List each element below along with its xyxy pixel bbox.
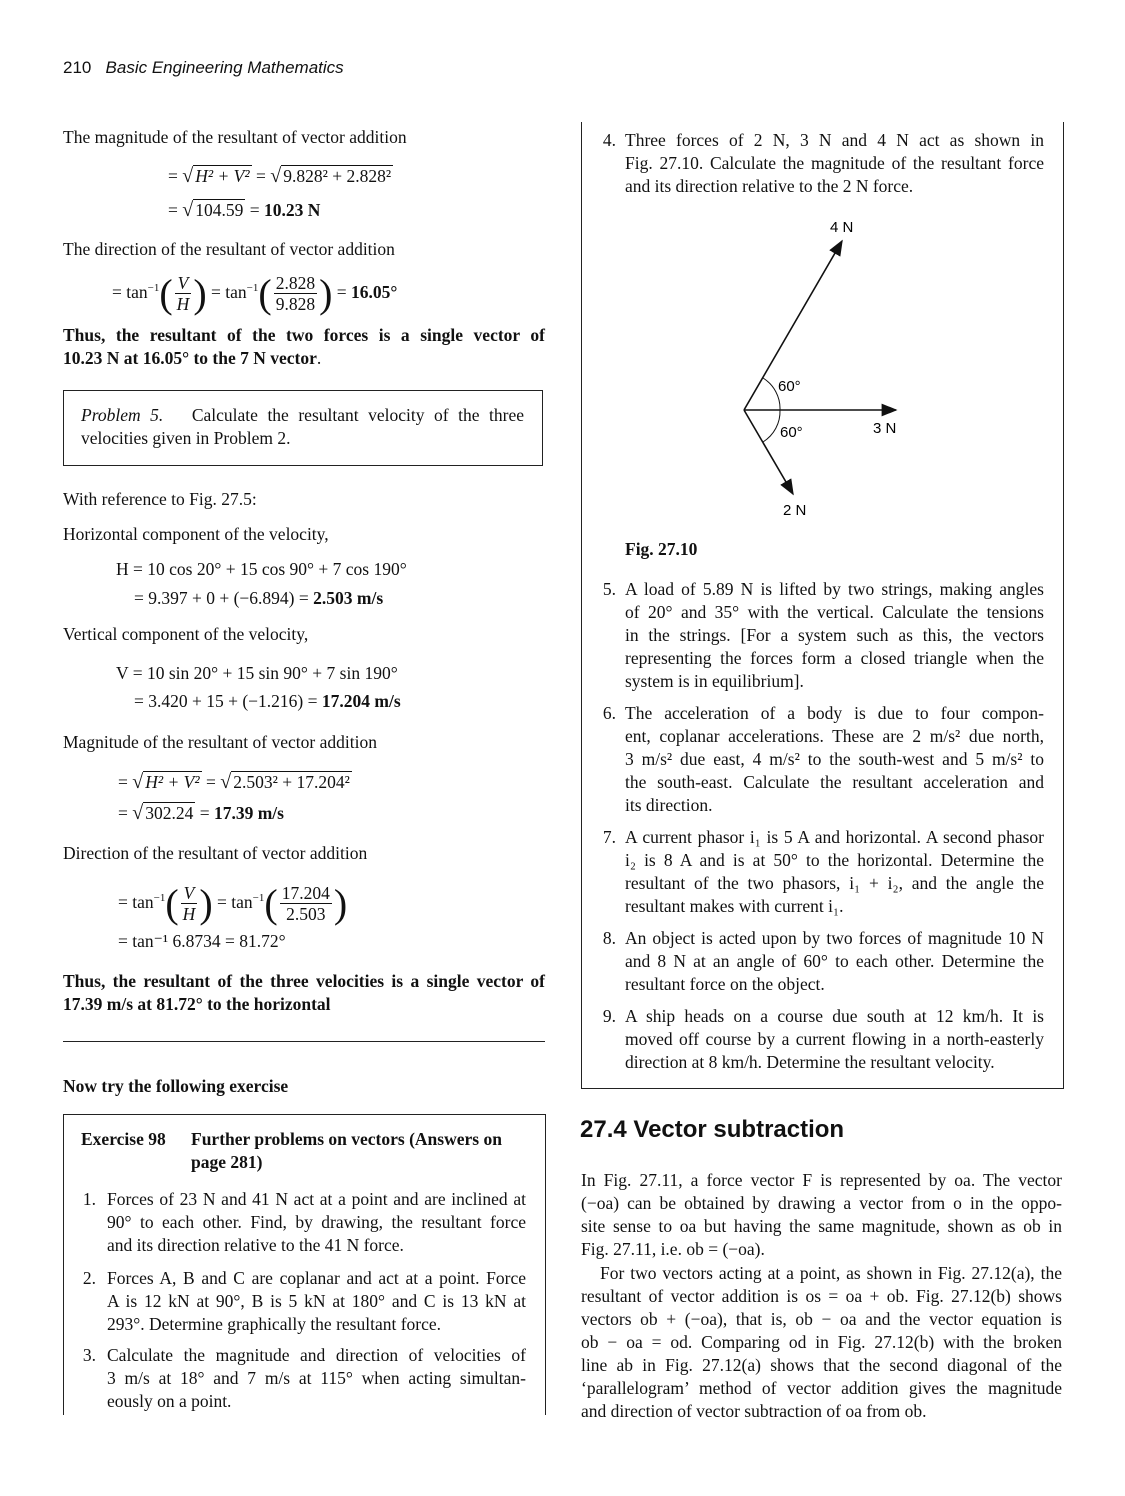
question-8-line-1: An object is acted upon by two forces of magnitude 10 N [625,928,1044,948]
v-equation-1: V = 10 sin 20° + 15 sin 90° + 7 sin 190° [116,663,398,683]
question-7-line-4: resultant makes with current i₁. [625,896,844,916]
direction-intro-2: Direction of the resultant of vector addition [63,843,368,863]
exercise-1-line-3: and its direction relative to the 41 N force. [107,1235,404,1255]
question-6-line-1: The acceleration of a body is due to four compon- [625,703,1044,723]
horizontal-component-intro: Horizontal component of the velocity, [63,524,329,544]
para2-line-1: For two vectors acting at a point, as shown in Fig. 27.12(a), the [600,1263,1062,1283]
exercise-label: Exercise 98 [81,1129,166,1149]
h-equation-1: H = 10 cos 20° + 15 cos 90° + 7 cos 190° [116,559,407,579]
question-5-line-3: in the strings. [For a system such as this, the vectors [625,625,1044,645]
question-6-line-2: ent, coplanar accelerations. These are 2 m/s² due north, [625,726,1044,746]
para2-line-3: vectors ob + (−oa), that is, ob − oa and the vector equation is [581,1309,1062,1329]
exercise-3-line-1: Calculate the magnitude and direction of velocities of [107,1345,526,1365]
question-8-line-3: resultant force on the object. [625,974,825,994]
thus-statement-1b: 10.23 N at 16.05° to the 7 N vector. [63,348,322,368]
reference-line: With reference to Fig. 27.5: [63,489,257,509]
question-4-line-3: and its direction relative to the 2 N force. [625,176,914,196]
exercise-1-line-2: 90° to each other. Find, by drawing, the resultant force [107,1212,526,1232]
exercise-title-b: page 281) [191,1152,263,1172]
question-5-line-5: system is in equilibrium]. [625,671,804,691]
question-9-line-3: direction at 8 km/h. Determine the resultant velocity. [625,1052,995,1072]
para2-line-6: ‘parallelogram’ method of vector addition gives the magnitude [581,1378,1062,1398]
para1-line-1: In Fig. 27.11, a force vector F is represented by oa. The vector [581,1170,1062,1190]
book-title: Basic Engineering Mathematics [105,58,344,77]
question-9-line-1: A ship heads on a course due south at 12 km/h. It is [625,1006,1044,1026]
thus-statement-2b: 17.39 m/s at 81.72° to the horizontal [63,994,331,1014]
exercise-title-a: Further problems on vectors (Answers on [191,1129,502,1149]
question-5-number: 5. [602,579,616,599]
para2-line-7: and direction of vector subtraction of oa from ob. [581,1401,927,1421]
label-4n: 4 N [830,219,854,236]
question-5-line-2: of 20° and 35° with the vertical. Calculate the tensions [625,602,1044,622]
magnitude-intro: The magnitude of the resultant of vector addition [63,127,407,147]
mag2-equation-1: = √ H² + V² = √ 2.503² + 17.204² [118,771,350,793]
label-3n: 3 N [873,420,897,437]
exercise-2-number: 2. [82,1268,96,1288]
label-2n: 2 N [783,502,807,519]
question-8-line-2: and 8 N at an angle of 60° to each other. Determine the [625,951,1044,971]
angle-arc-lower [763,410,780,442]
problem-5-line-1: Problem 5. Calculate the resultant velocity of the three [81,405,524,425]
question-8-number: 8. [602,928,616,948]
exercise-3-line-3: eously on a point. [107,1391,232,1411]
direction-result: 16.05° [351,281,398,302]
now-try-heading: Now try the following exercise [63,1076,289,1096]
exercise-2-line-3: 293°. Determine graphically the resultant force. [107,1314,442,1334]
exercise-2-line-2: A is 12 kN at 90°, B is 5 kN at 180° and C is 13 kN at [107,1291,526,1311]
figure-caption: Fig. 27.10 [625,539,698,559]
exercise-2-line-1: Forces A, B and C are coplanar and act at a point. Force [107,1268,526,1288]
question-7-line-3: resultant of the two phasors, i₁ + i₂, and the angle the [625,873,1044,893]
question-6-number: 6. [602,703,616,723]
exercise-1-number: 1. [82,1189,96,1209]
section-heading: 27.4 Vector subtraction [580,1116,845,1143]
figure-27-10 [700,210,940,530]
para2-line-2: resultant of vector addition is os = oa + ob. Fig. 27.12(b) shows [581,1286,1062,1306]
dir2-equation-1: = $\tan^{-1}$( $\frac{V}{H}$ ) = $\tan^{-1}$( $\frac{17.204}{2.503}$ ) [118,880,348,926]
question-7-number: 7. [602,827,616,847]
magnitude-intro-2: Magnitude of the resultant of vector addition [63,732,377,752]
question-4-number: 4. [602,130,616,150]
question-9-number: 9. [602,1006,616,1026]
para2-line-5: line ab in Fig. 27.12(a) shows that the second diagonal of the [581,1355,1062,1375]
label-angle-upper: 60° [778,378,801,395]
question-6-line-3: 3 m/s² due east, 4 m/s² to the south-west and 5 m/s² to [625,749,1044,769]
mag2-equation-2: = √ 302.24 = 17.39 m/s [118,802,284,824]
thus-statement-1a: Thus, the resultant of the two forces is a single vector of [63,325,545,345]
vector-2n [744,410,793,494]
equation-magnitude-2: = √ 104.59 = 10.23 N [168,199,321,221]
para1-line-3: site sense to oa but having the same magnitude, shown as ob in [581,1216,1062,1236]
label-angle-lower: 60° [780,424,803,441]
question-7-line-2: i₂ is 8 A and is at 50° to the horizontal. Determine the [625,850,1044,870]
page-header [63,57,344,79]
direction-intro: The direction of the resultant of vector addition [63,239,395,259]
para1-line-2: (−oa) can be obtained by drawing a vector from o in the oppo- [581,1193,1062,1213]
equation-magnitude-1: = √ H² + V² = √ 9.828² + 2.828² [168,165,392,187]
question-4-line-2: Fig. 27.10. Calculate the magnitude of the resultant force [625,153,1044,173]
question-7-line-1: A current phasor i₁ is 5 A and horizontal. A second phasor [625,827,1044,847]
para1-line-4: Fig. 27.11, i.e. ob = (−oa). [581,1239,765,1259]
v-equation-2: = 3.420 + 15 + (−1.216) = 17.204 m/s [134,691,401,711]
thus-statement-2a: Thus, the resultant of the three velocities is a single vector of [63,971,545,991]
question-5-line-1: A load of 5.89 N is lifted by two strings, making angles [625,579,1044,599]
page-number: 210 [63,58,92,77]
equation-direction: = $\tan^{-1}$( $\frac{V}{H}$ ) = $\tan^{-1}$( $\frac{2.828}{9.828}$ ) = 16.05° [112,270,398,316]
para2-line-4: ob − oa = od. Comparing od in Fig. 27.12(b) with the broken [581,1332,1062,1352]
question-9-line-2: moved off course by a current flowing in a north-easterly [625,1029,1044,1049]
question-6-line-5: its direction. [625,795,713,815]
exercise-3-number: 3. [82,1345,96,1365]
question-4-line-1: Three forces of 2 N, 3 N and 4 N act as shown in [625,130,1044,150]
question-6-line-4: the south-east. Calculate the resultant acceleration and [625,772,1044,792]
dir2-equation-2: = tan⁻¹ 6.8734 = 81.72° [118,931,286,951]
exercise-1-line-1: Forces of 23 N and 41 N act at a point and are inclined at [107,1189,526,1209]
h-equation-2: = 9.397 + 0 + (−6.894) = 2.503 m/s [134,588,384,608]
divider [63,1041,545,1042]
problem-5-line-2: velocities given in Problem 2. [81,428,291,448]
magnitude-result: 10.23 N [263,200,321,220]
exercise-3-line-2: 3 m/s at 18° and 7 m/s at 115° when acting simultan- [107,1368,526,1388]
question-5-line-4: representing the forces form a closed triangle when the [625,648,1044,668]
vertical-component-intro: Vertical component of the velocity, [63,624,309,644]
